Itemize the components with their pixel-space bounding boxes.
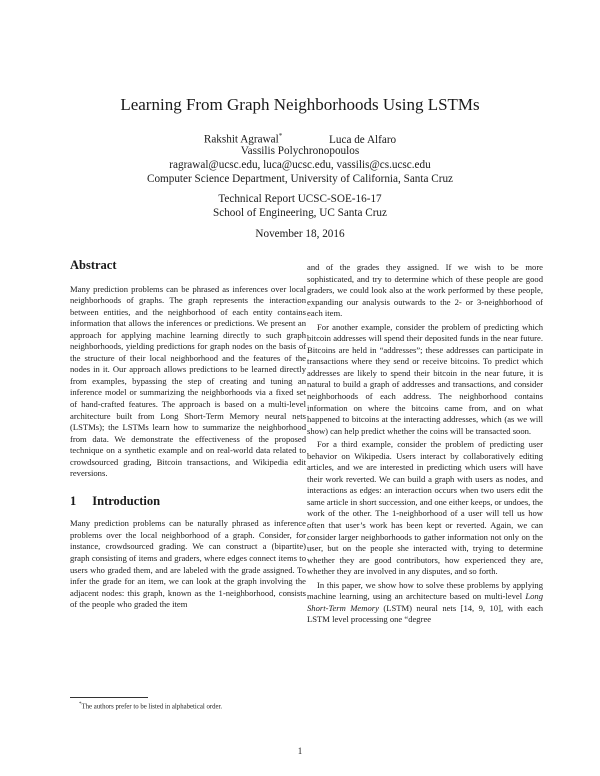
footnote-rule xyxy=(70,697,148,698)
right-column xyxy=(307,262,543,626)
intro-paragraph-4 xyxy=(307,580,543,626)
report-number: Technical Report UCSC-SOE-16-17 xyxy=(218,193,382,205)
section-number: 1 xyxy=(70,493,77,508)
intro-paragraph-1-continued: and of the grades they assigned. If we wish to be more sophisticated, and try to determine which of these people are good graders, we could look also at the work performed by these people, expanding our analysis outwards to the 2- or 3-neighborhood of each item. xyxy=(307,262,543,319)
section-heading-introduction xyxy=(70,493,306,508)
author-3: Vassilis Polychronopoulos xyxy=(240,145,360,157)
page-number: 1 xyxy=(297,746,303,756)
intro-paragraph-3: For a third example, consider the problem of predicting user behavior on Wikipedia. Users interact by collaboratively editing articles, and we are interested in predicting which users will have their work reverted. We can build a graph with users as nodes, and interactions as edges: an interaction occurs when two users edit the same article in short succession, and one either keeps, or undoes, the work of the other. The 1-neighborhood of a user will tell us how often that user’s work has been kept or reverted. Again, we can consider larger neighborhoods to gather information not only on the user, but on the people she interacted with, trying to determine whether they are good contributors, how experienced they are, whether they are involved in any disputes, and so forth. xyxy=(307,439,543,577)
section-title: Introduction xyxy=(92,493,161,508)
abstract-heading: Abstract xyxy=(70,258,117,272)
school: School of Engineering, UC Santa Cruz xyxy=(213,207,387,219)
intro-paragraph-4-part-b: (LSTM) neural nets [14, 9, 10], with each LSTM level processing one “degree xyxy=(307,602,543,625)
intro-paragraph-1: Many prediction problems can be naturally phrased as inference problems over the local neighborhood of a graph. Consider, for instance, crowdsourced grading. We can construct a (bipartite) graph consisting of items and graders, where edges connect items to users who graded them, and are labeled with the grade assigned. To infer the grade for an item, we can look at the graph involving the adjacent nodes: this graph, known as the 1-neighborhood, consists of the people who graded the item xyxy=(70,518,306,610)
intro-paragraph-4-emphasis: Long Short-Term Memory xyxy=(307,591,543,613)
paper-title: Learning From Graph Neighborhoods Using LSTMs xyxy=(120,95,480,114)
intro-paragraph-4-part-a: In this paper, we show how to solve these problems by applying machine learning, using an architecture based on multi-level xyxy=(307,579,543,602)
author-emails: ragrawal@ucsc.edu, luca@ucsc.edu, vassilis@cs.ucsc.edu xyxy=(169,159,431,171)
author-1-name: Rakshit Agrawal xyxy=(203,133,279,146)
paper-date: November 18, 2016 xyxy=(255,228,345,240)
footnote-text: The authors prefer to be listed in alphabetical order. xyxy=(81,703,223,711)
footnote xyxy=(79,700,222,711)
footnote-mark: * xyxy=(79,702,82,707)
author-2: Luca de Alfaro xyxy=(329,133,397,146)
left-column xyxy=(70,258,306,611)
affiliation: Computer Science Department, University of California, Santa Cruz xyxy=(146,173,454,185)
author-1-footnote-mark: * xyxy=(278,132,283,140)
abstract-text: Many prediction problems can be phrased as inferences over local neighborhoods of graphs. The graph represents the interaction between entities, and the neighborhood of each entity contains information that allows the inferences or predictions. We present an approach for applying machine learning directly to such graph neighborhoods, yielding predictions for graph nodes on the basis of the structure of their local neighborhood and the features of the nodes in it. Our approach allows predictions to be learned directly from examples, bypassing the step of creating and tuning an inference model or summarizing the neighborhoods via a fixed set of hand-crafted features. The approach is based on a multi-level architecture built from Long Short-Term Memory neural nets (LSTMs); the LSTMs learn how to summarize the neighborhood from data. We demonstrate the effectiveness of the proposed technique on a synthetic example and on real-world data related to crowdsourced grading, Bitcoin transactions, and Wikipedia edit reversions. xyxy=(70,283,306,479)
intro-paragraph-2: For another example, consider the problem of predicting which bitcoin addresses will spend their deposited funds in the near future. Bitcoins are held in “addresses”; these addresses can participate in transactions where they send or receive bitcoins. To predict which addresses are likely to spend their bitcoin in the near future, it is natural to build a graph of addresses and transactions, and consider neighborhoods of each address. The neighborhood contains information on where the bitcoins came from, and on what happened to bitcoins at the interacting addresses, which (as we will show) can help predict whether the coins will be transacted soon. xyxy=(307,321,543,436)
